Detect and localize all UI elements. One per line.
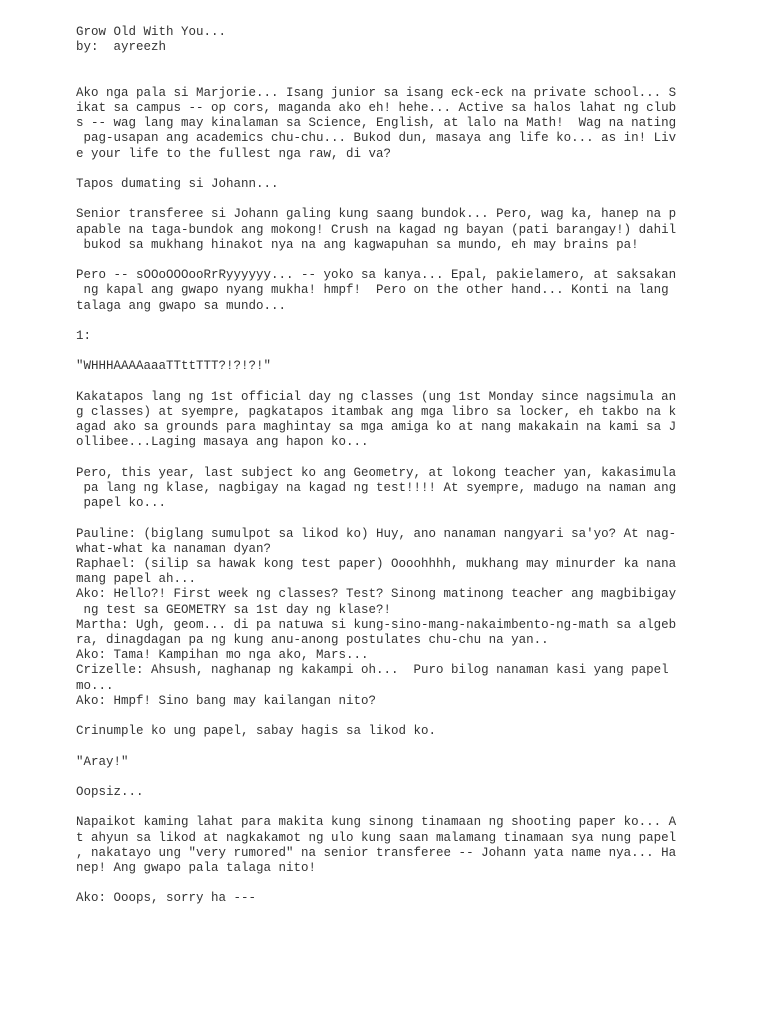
text-line: apable na taga-bundok ang mokong! Crush na kagad ng bayan (pati barangay!) dahil [76,222,677,237]
text-line: bukod sa mukhang hinakot nya na ang kagwapuhan sa mundo, eh may brains pa! [76,237,639,252]
text-line [76,739,756,754]
text-line: nep! Ang gwapo pala talaga nito! [76,860,317,875]
text-line: s -- wag lang may kinalaman sa Science, English, at lalo na Math! Wag na nating [76,116,677,131]
text-line: Pauline: (biglang sumulpot sa likod ko) Huy, ano nanaman nangyari sa'yo? At nag- [76,526,677,541]
text-line: e your life to the fullest nga raw, di va? [76,146,392,161]
text-line: 1: [76,328,92,343]
text-line [76,253,756,268]
text-line [76,709,756,724]
text-line: Napaikot kaming lahat para makita kung sinong tinamaan ng shooting paper ko... A [76,815,677,830]
text-line [76,451,756,466]
text-line: Kakatapos lang ng 1st official day ng classes (ung 1st Monday since nagsimula an [76,389,677,404]
text-line: mang papel ah... [76,572,197,587]
text-line: Ako nga pala si Marjorie... Isang junior sa isang eck-eck na private school... S [76,85,677,100]
text-line: Tapos dumating si Johann... [76,176,279,191]
text-line: "WHHHAAAAaaaTTttTTT?!?!?!" [76,359,272,374]
text-line: Ako: Hmpf! Sino bang may kailangan nito? [76,693,377,708]
text-line [76,375,756,390]
text-line: Martha: Ugh, geom... di pa natuwa si kung-sino-mang-nakaimbento-ng-math sa algeb [76,617,677,632]
text-line: ikat sa campus -- op cors, maganda ako eh! hehe... Active sa halos lahat ng club [76,100,677,115]
document-title: Grow Old With You... [76,25,227,39]
text-line [76,876,756,891]
text-line: Raphael: (silip sa hawak kong test paper) Oooohhhh, mukhang may minurder ka nana [76,556,677,571]
text-line: Ako: Ooops, sorry ha --- [76,891,257,906]
text-line: Pero -- sOOoOOOooRrRyyyyyy... -- yoko sa kanya... Epal, pakielamero, at saksakan [76,268,677,283]
text-line: Crinumple ko ung papel, sabay hagis sa likod ko. [76,724,437,739]
text-line: pag-usapan ang academics chu-chu... Bukod dun, masaya ang life ko... as in! Liv [76,131,677,146]
text-line: ollibee...Laging masaya ang hapon ko... [76,435,369,450]
text-line: ng kapal ang gwapo nyang mukha! hmpf! Pero on the other hand... Konti na lang [76,283,669,298]
text-line [76,344,756,359]
text-line [76,71,756,86]
text-line: mo... [76,678,114,693]
text-line: papel ko... [76,496,167,511]
text-line: g classes) at syempre, pagkatapos itambak ang mga libro sa locker, eh takbo na k [76,404,677,419]
text-line: t ahyun sa likod at nagkakamot ng ulo kung saan malamang tinamaan sya nung papel [76,830,677,845]
text-line: Pero, this year, last subject ko ang Geometry, at lokong teacher yan, kakasimula [76,465,677,480]
text-line: Ako: Tama! Kampihan mo nga ako, Mars... [76,648,369,663]
text-line [76,55,756,70]
text-line: Crizelle: Ahsush, naghanap ng kakampi oh... Puro bilog nanaman kasi yang papel [76,663,669,678]
text-line: ng test sa GEOMETRY sa 1st day ng klase?! [76,602,392,617]
text-line: Senior transferee si Johann galing kung saang bundok... Pero, wag ka, hanep na p [76,207,677,222]
text-line: , nakatayo ung "very rumored" na senior transferee -- Johann yata name nya... Ha [76,845,677,860]
text-line [76,162,756,177]
text-line: pa lang ng klase, nagbigay na kagad ng test!!!! At syempre, madugo na naman ang [76,480,677,495]
text-line [76,192,756,207]
text-line: talaga ang gwapo sa mundo... [76,298,287,313]
text-line [76,770,756,785]
text-line: Ako: Hello?! First week ng classes? Test? Sinong matinong teacher ang magbibigay [76,587,677,602]
document-author: by: ayreezh [76,40,167,55]
text-line: what-what ka nanaman dyan? [76,541,272,556]
text-line: agad ako sa grounds para maghintay sa mga amiga ko at nang makakain na kami sa J [76,420,677,435]
text-line: "Aray!" [76,754,129,769]
document-text [76,25,756,907]
text-line [76,314,756,329]
text-line [76,800,756,815]
text-line [76,511,756,526]
text-line: Oopsiz... [76,784,144,799]
text-line: ra, dinagdagan pa ng kung anu-anong postulates chu-chu na yan.. [76,632,549,647]
